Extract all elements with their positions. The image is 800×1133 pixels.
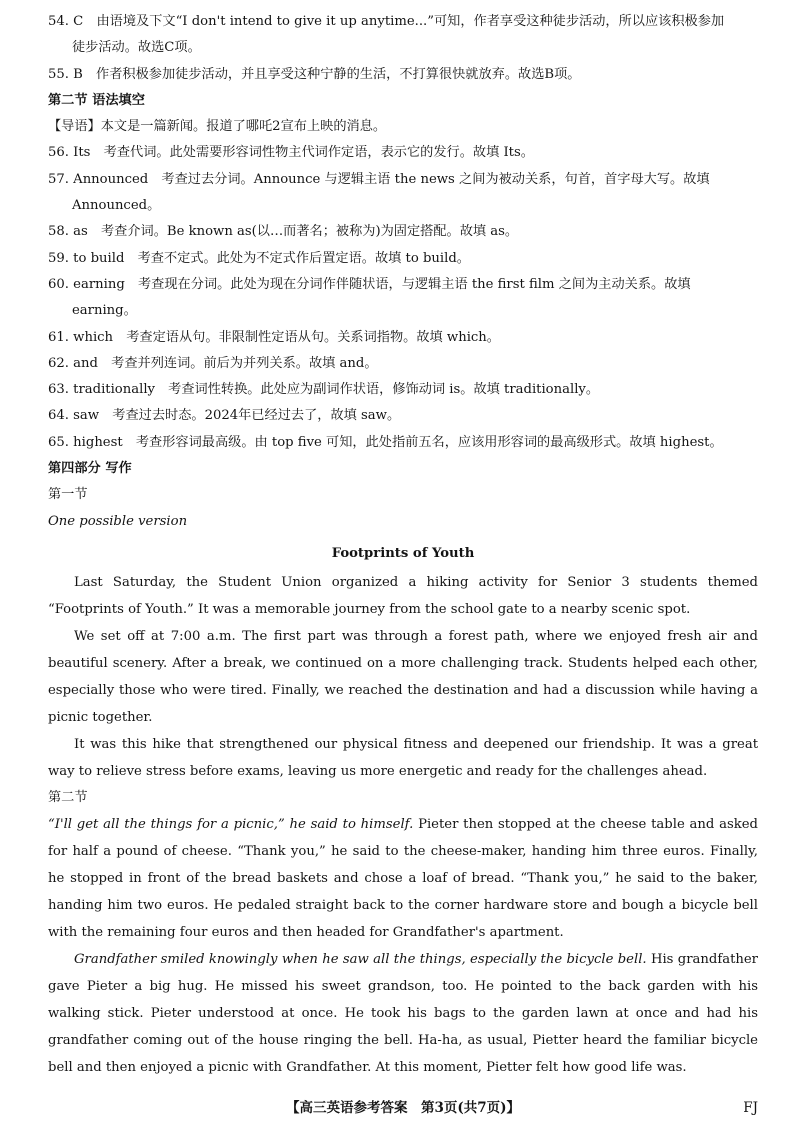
answer-63: 63. traditionally 考查词性转换。此处应为副词作状语，修饰动词 is。故填 traditionally。 — [48, 382, 600, 398]
answer-61: 61. which 考查定语从句。非限制性定语从句。关系词指物。故填 which。 — [48, 329, 500, 345]
footer-code: FJ — [743, 1100, 758, 1116]
answer-62: 62. and 考查并列连词。前后为并列关系。故填 and。 — [48, 355, 378, 371]
answer-64: 64. saw 考查过去时态。2024年已经过去了，故填 saw。 — [48, 408, 401, 424]
part-4-section-1: 第一节 — [48, 487, 88, 503]
answer-60-continued: earning。 — [72, 303, 137, 319]
section-2-title: 第二节 语法填空 — [48, 92, 145, 108]
story-paragraph-2 — [48, 946, 758, 1081]
part-4-title: 第四部分 写作 — [48, 461, 132, 477]
story-1-body: Pieter then stopped at the cheese table and asked for half a pound of cheese. “Thank you,” he said to the cheese-maker, handing him three euros. Finally, he stopped in front of the bread baskets and chose a loaf of bread. “Thank you,” he said to the baker, handing him two euros. He pedaled straight back to the corner hardware store and bough a bicycle bell with the remaining four euros and then headed for Grandfather's apartment. — [48, 817, 758, 941]
essay-title: Footprints of Youth — [331, 545, 475, 561]
answer-65: 65. highest 考查形容词最高级。由 top five 可知，此处指前五名，应该用形容词的最高级形式。故填 highest。 — [48, 434, 723, 450]
story-2-body: His grandfather gave Pieter a big hug. He missed his sweet grandson, too. He pointed to the back garden with his walking stick. Pieter understood at once. He took his bags to the garden lawn at once and had his grandfather coming out of the house ringing the bell. Ha-ha, as usual, Pietter heard the familiar bicycle bell and then enjoyed a picnic with Grandfather. At this moment, Pietter felt how good life was. — [48, 952, 758, 1076]
answer-54: 54. C 由语境及下文“I don't intend to give it up anytime...”可知，作者享受这种徒步活动，所以应该积极参加 — [48, 14, 725, 29]
story-2-opening: Grandfather smiled knowingly when he saw all the things, especially the bicycle bell. — [74, 952, 647, 968]
answer-55: 55. B 作者积极参加徒步活动，并且享受这种宁静的生活，不打算很快就放弃。故选B项。 — [48, 66, 581, 82]
essay-paragraph-1: Last Saturday, the Student Union organized a hiking activity for Senior 3 students themed “Footprints of Youth.” It was a memorable journey from the school gate to a nearby scenic spot. — [48, 574, 758, 617]
answer-59: 59. to build 考查不定式。此处为不定式作后置定语。故填 to build。 — [48, 250, 470, 266]
answer-57-continued: Announced。 — [72, 198, 161, 214]
story-paragraph-1 — [48, 811, 758, 946]
part-4-section-2: 第二节 — [48, 789, 88, 805]
story-1-opening: “I'll get all the things for a picnic,” he said to himself. — [48, 817, 414, 833]
answer-57: 57. Announced 考查过去分词。Announce 与逻辑主语 the news 之间为被动关系，句首，首字母大写。故填 — [48, 171, 710, 187]
answer-60: 60. earning 考查现在分词。此处为现在分词作伴随状语，与逻辑主语 the first film 之间为主动关系。故填 — [48, 276, 691, 292]
footer-page-info: 【高三英语参考答案 第3页(共7页)】 — [285, 1100, 521, 1116]
essay-paragraph-2: We set off at 7:00 a.m. The first part was through a forest path, where we enjoyed fresh air and beautiful scenery. After a break, we continued on a more challenging track. Students helped each other, especially those who were tired. Finally, we reached the destination and had a discussion while having a picnic together. — [48, 628, 758, 725]
page-content — [48, 9, 758, 1081]
essay-paragraph-3: It was this hike that strengthened our physical fitness and deepened our friendship. It was a great way to relieve stress before exams, leaving us more energetic and ready for the challenges ahead. — [48, 736, 758, 779]
answer-58: 58. as 考查介词。Be known as(以…而著名；被称为)为固定搭配。故填 as。 — [48, 224, 519, 240]
answer-56: 56. Its 考查代词。此处需要形容词性物主代词作定语，表示它的发行。故填 Its。 — [48, 145, 534, 161]
possible-version-label: One possible version — [48, 513, 188, 529]
answer-54-continued: 徒步活动。故选C项。 — [72, 40, 201, 56]
guide-text: 【导语】本文是一篇新闻。报道了哪吒2宣布上映的消息。 — [48, 119, 387, 135]
